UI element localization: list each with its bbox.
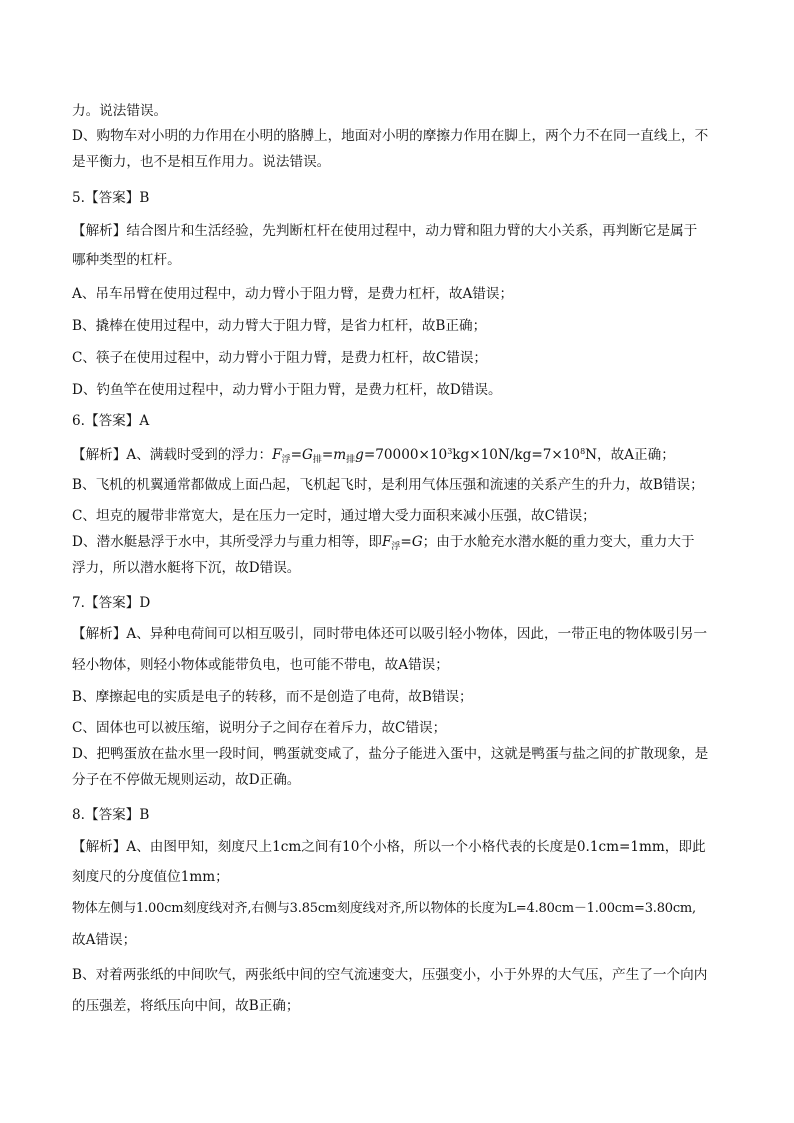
text-line: B、撬棒在使用过程中，动力臂大于阻力臂，是省力杠杆，故B正确； [72, 318, 487, 334]
text-line: B、摩擦起电的实质是电子的转移，而不是创造了电荷，故B错误； [72, 689, 473, 705]
text-line: D、购物车对小明的力作用在小明的胳膊上，地面对小明的摩擦力作用在脚上，两个力不在同一直线上，不 [72, 128, 709, 144]
formula-operator: = [400, 534, 412, 550]
formula-operator: = [290, 447, 302, 463]
formula-subscript: 排 [346, 455, 356, 465]
formula-exponent: 3 [447, 447, 453, 456]
formula-symbol: F [272, 447, 282, 463]
text-line: A、吊车吊臂在使用过程中，动力臂小于阻力臂，是费力杠杆，故A错误； [72, 286, 514, 302]
formula-symbol: F [381, 534, 392, 550]
answer-heading: 7.【答案】D [72, 595, 151, 611]
formula-subscript: 排 [312, 455, 322, 465]
formula-subscript: 浮 [281, 455, 291, 465]
text-line: D、钓鱼竿在使用过程中，动力臂小于阻力臂，是费力杠杆，故D错误。 [72, 382, 502, 398]
text-line: 分子在不停做无规则运动，故D正确。 [72, 772, 301, 788]
text-line: C、固体也可以被压缩，说明分子之间存在着斥力，故C错误； [72, 720, 447, 736]
text-segment: D、潜水艇悬浮于水中，其所受浮力与重力相等，即 [72, 534, 382, 550]
formula-subscript: 浮 [391, 542, 401, 552]
formula-text: kg×10N/kg=7×10 [452, 447, 581, 463]
text-line: 轻小物体，则轻小物体或能带负电，也可能不带电，故A错误； [72, 657, 449, 673]
answer-heading: 8.【答案】B [72, 807, 150, 823]
text-line: 【解析】A、由图甲知，刻度尺上1cm之间有10个小格，所以一个小格代表的长度是0.1cm=1mm，即此 [72, 839, 706, 855]
text-line: D、把鸭蛋放在盐水里一段时间，鸭蛋就变咸了，盐分子能进入蛋中，这就是鸭蛋与盐之间的扩散现象，是 [72, 746, 709, 762]
text-line: 力。说法错误。 [72, 103, 168, 119]
text-line: C、筷子在使用过程中，动力臂小于阻力臂，是费力杠杆，故C错误； [72, 350, 488, 366]
text-line: 的压强差，将纸压向中间，故B正确； [72, 998, 300, 1014]
formula-text: =70000×10 [363, 447, 448, 463]
text-line: 是平衡力，也不是相互作用力。说法错误。 [72, 154, 331, 170]
formula-symbol: G [411, 534, 423, 550]
text-line-formula [72, 533, 695, 556]
text-line: 【解析】A、异种电荷间可以相互吸引，同时带电体还可以吸引轻小物体，因此，一带正电的物体吸引另一 [72, 626, 708, 642]
answer-heading: 6.【答案】A [72, 413, 150, 429]
answer-heading: 5.【答案】B [72, 190, 150, 206]
text-line: C、坦克的履带非常宽大，是在压力一定时，通过增大受力面积来减小压强，故C错误； [72, 508, 596, 524]
text-line: 浮力，所以潜水艇将下沉，故D错误。 [72, 560, 301, 576]
text-line: B、飞机的机翼通常都做成上面凸起，飞机起飞时，是利用气体压强和流速的关系产生的升力，故B错误； [72, 477, 704, 493]
formula-text: ；由于水舱充水潜水艇的重力变大，重力大于 [422, 534, 695, 550]
text-line: 刻度尺的分度值位1mm； [72, 869, 229, 885]
text-line: B、对着两张纸的中间吹气，两张纸中间的空气流速变大，压强变小，小于外界的大气压，产生了一个向内 [72, 967, 708, 983]
text-line: 故A错误； [72, 932, 137, 948]
text-line: 物体左侧与1.00cm刻度线对齐,右侧与3.85cm刻度线对齐,所以物体的长度为L=4.80cm－1.00cm=3.80cm, [72, 901, 696, 916]
text-line: 哪种类型的杠杆。 [72, 252, 181, 268]
formula-operator: = [321, 447, 334, 463]
formula-exponent: 8 [580, 447, 586, 456]
text-line-formula [72, 443, 675, 469]
formula-symbol: G [301, 447, 313, 463]
formula-symbol: m [333, 447, 347, 463]
text-line: 【解析】结合图片和生活经验，先判断杠杆在使用过程中，动力臂和阻力臂的大小关系，再判断它是属于 [72, 223, 698, 239]
text-segment: 【解析】A、满载时受到的浮力： [72, 447, 273, 463]
formula-symbol: g [355, 447, 364, 463]
formula-text: N，故A正确； [585, 447, 675, 463]
